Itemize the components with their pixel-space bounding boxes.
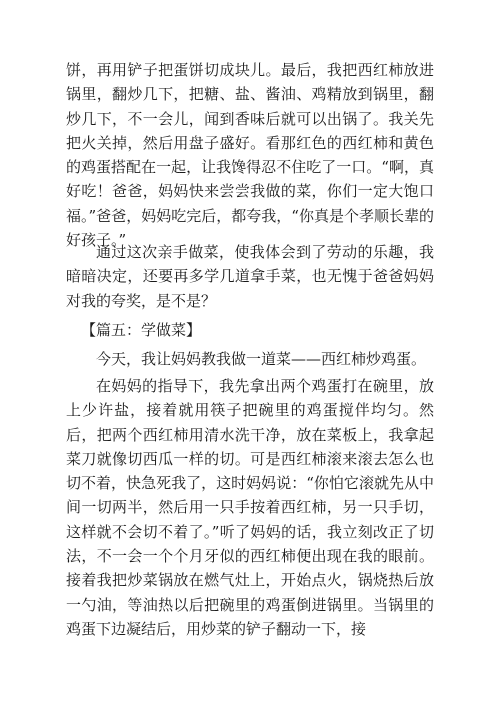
paragraph-text: 饼，再用铲子把蛋饼切成块儿。最后，我把西红柿放进锅里，翻炒几下，把糖、盐、酱油、鸡精放到锅里，翻炒几下，不一会儿，闻到香味后就可以出锅了。我关先把火关掉，然后用盘子盛好。看那红色的西红柿和黄色的鸡蛋搭配在一起，让我馋得忍不住吃了一口。“啊，真好吃！爸爸，妈妈快来尝尝我做的菜，你们一定大饱口福。”爸爸，妈妈吃完后，都夸我，“你真是个孝顺长辈的好孩子。”	[66, 61, 434, 250]
paragraph-text: 通过这次亲手做菜，使我体会到了劳动的乐趣，我暗暗决定，还要再多学几道拿手菜，也无愧于爸爸妈妈对我的夸奖，是不是？	[66, 243, 434, 310]
paragraph-intro	[66, 347, 434, 371]
paragraph-body	[66, 374, 434, 641]
paragraph-conclusion	[66, 240, 434, 313]
paragraph-text: 今天，我让妈妈教我做一道菜——西红柿炒鸡蛋。	[96, 350, 427, 368]
paragraph-continuation	[66, 58, 434, 252]
section-heading: 【篇五：学做菜】	[81, 321, 202, 339]
paragraph-text: 在妈妈的指导下，我先拿出两个鸡蛋打在碗里，放上少许盐，接着就用筷子把碗里的鸡蛋搅伴均匀。然后，把两个西红柿用清水洗干净，放在菜板上，我拿起菜刀就像切西瓜一样的切。可是西红柿滚来滚去怎么也切不着，快急死我了，这时妈妈说：“你怕它滚就先从中间一切两半，然后用一只手按着西红柿，另一只手切，这样就不会切不着了。”听了妈妈的话，我立刻改正了切法，不一会一个个月牙似的西红柿便出现在我的眼前。接着我把炒菜锅放在燃气灶上，开始点火，锅烧热后放一勺油，等油热以后把碗里的鸡蛋倒进锅里。当锅里的鸡蛋下边凝结后，用炒菜的铲子翻动一下，接	[66, 377, 434, 638]
